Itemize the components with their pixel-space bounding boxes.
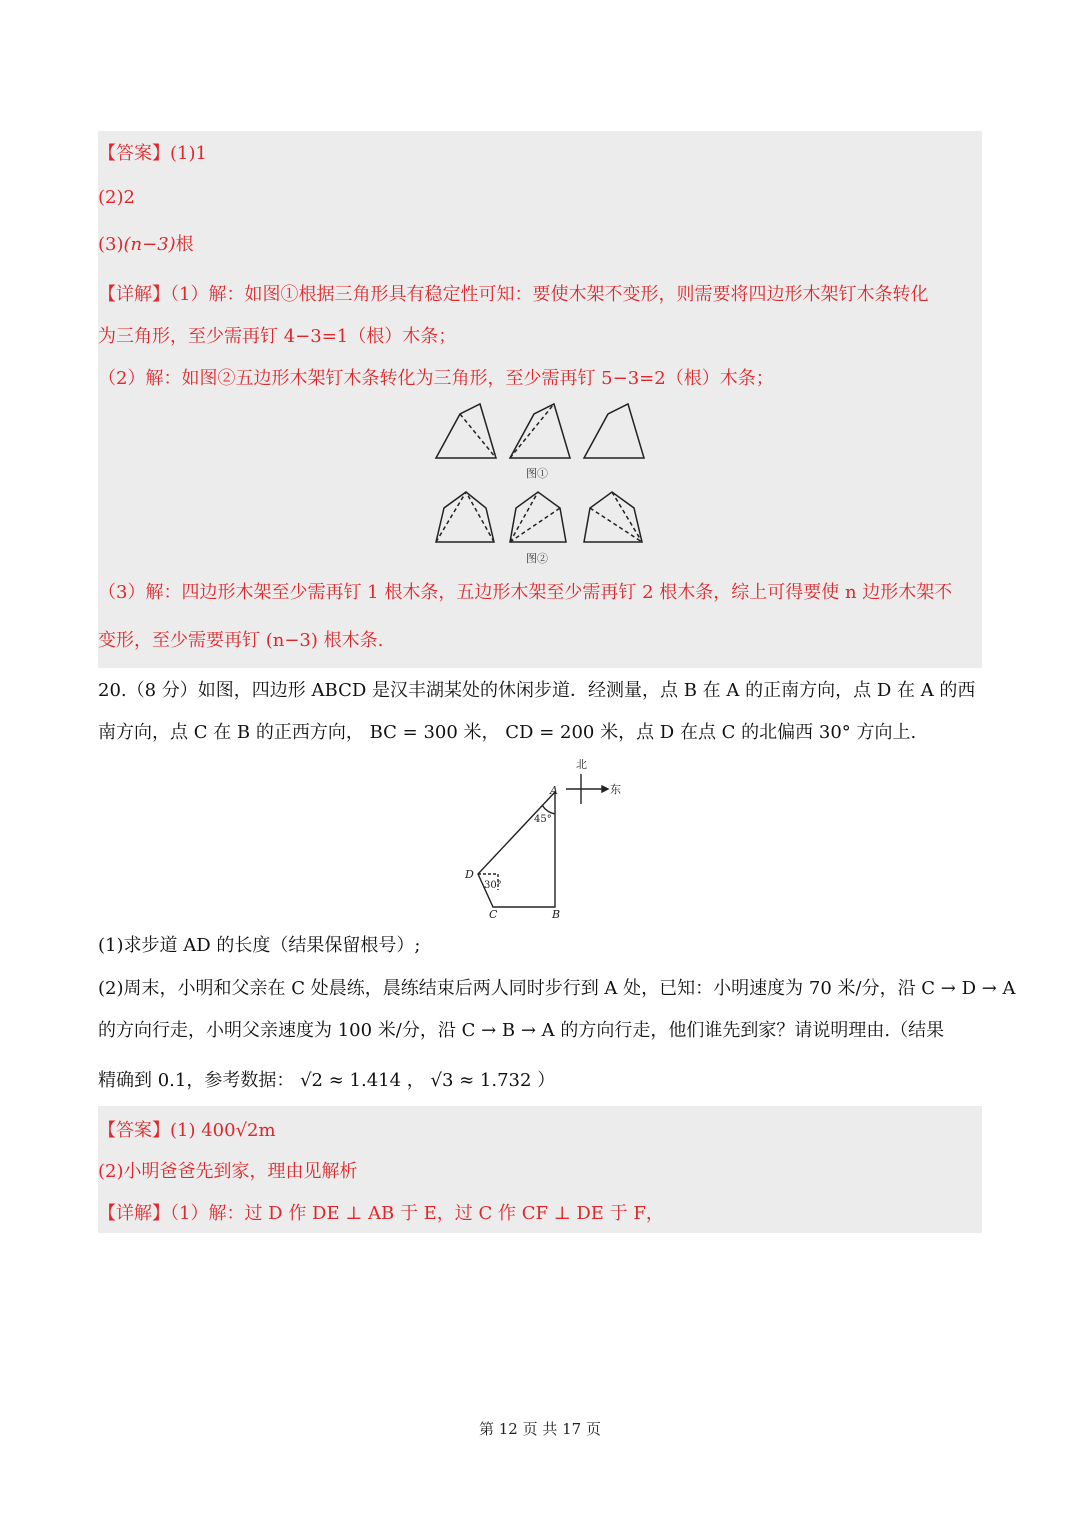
answer-3-prefix: (3) bbox=[98, 234, 124, 255]
compass-east-label: 东 bbox=[610, 783, 621, 796]
compass-north-label: 北 bbox=[576, 758, 587, 771]
pentagon-3-diag-b bbox=[612, 492, 642, 542]
quad-2 bbox=[510, 404, 570, 458]
pentagon-2-diag-b bbox=[510, 508, 560, 542]
pentagon-1 bbox=[436, 492, 494, 542]
page-footer: 第 12 页 共 17 页 bbox=[478, 1420, 601, 1438]
point-c-label: C bbox=[489, 908, 498, 921]
point-a-label: A bbox=[550, 784, 558, 797]
p20-detail-label: 【详解】 bbox=[98, 1203, 170, 1224]
detail-line-3: （2）解：如图②五边形木架钉木条转化为三角形，至少需再钉 5−3=2（根）木条； bbox=[98, 368, 774, 389]
quad-3 bbox=[584, 404, 644, 458]
answer-line-1 bbox=[98, 141, 207, 167]
point-d-label: D bbox=[465, 868, 474, 881]
east-arrow-icon bbox=[602, 786, 608, 792]
answer-3-suffix: 根 bbox=[175, 234, 194, 255]
p20-answer-label: 【答案】 bbox=[98, 1120, 170, 1141]
detail-line-1 bbox=[98, 282, 928, 308]
pentagon-1-diag-a bbox=[436, 492, 466, 542]
question-2a: (2)周末，小明和父亲在 C 处晨练，晨练结束后两人同时步行到 A 处，已知：小明速度为 70 米/分，沿 C → D → A bbox=[98, 978, 1016, 999]
figure-2-caption: 图② bbox=[526, 552, 548, 565]
p20-detail-1: （1）解：过 D 作 DE ⊥ AB 于 E，过 C 作 CF ⊥ DE 于 F， bbox=[170, 1203, 664, 1224]
question-2b: 的方向行走，小明父亲速度为 100 米/分，沿 C → B → A 的方向行走，他们谁先到家？请说明理由.（结果 bbox=[98, 1020, 945, 1041]
figure-1-caption: 图① bbox=[526, 467, 548, 480]
quad-2-diagonal bbox=[510, 404, 554, 458]
angle-30-label: 30° bbox=[484, 880, 502, 891]
question-2c: 精确到 0.1，参考数据： √2 ≈ 1.414 ， √3 ≈ 1.732 ） bbox=[98, 1070, 556, 1091]
answer-3-expr: (n−3) bbox=[123, 234, 176, 255]
detail-line-4: （3）解：四边形木架至少需再钉 1 根木条，五边形木架至少需再钉 2 根木条，综上可得要使 n 边形木架不 bbox=[98, 582, 953, 603]
angle-45-label: 45° bbox=[534, 814, 552, 825]
figure-abcd bbox=[460, 752, 630, 922]
p20-detail-line-1 bbox=[98, 1201, 664, 1227]
pentagon-3 bbox=[584, 492, 642, 542]
p20-answer-line-2: (2)小明爸爸先到家，理由见解析 bbox=[98, 1161, 358, 1182]
figure-2-pentagons bbox=[430, 488, 650, 548]
detail-line-2: 为三角形，至少需再钉 4−3=1（根）木条； bbox=[98, 326, 457, 347]
answer-line-3 bbox=[98, 232, 194, 258]
point-b-label: B bbox=[552, 908, 561, 921]
problem-20-stem-a: 20.（8 分）如图，四边形 ABCD 是汉丰湖某处的休闲步道．经测量，点 B 在 A 的正南方向，点 D 在 A 的西 bbox=[98, 680, 976, 701]
detail-line-5: 变形，至少需要再钉 (n−3) 根木条. bbox=[98, 630, 384, 651]
answer-1: (1)1 bbox=[170, 143, 207, 164]
quad-1 bbox=[436, 404, 496, 458]
p20-answer-line-1 bbox=[98, 1118, 276, 1144]
figure-1-quadrilaterals bbox=[430, 400, 650, 470]
detail-1a: （1）解：如图①根据三角形具有稳定性可知：要使木架不变形，则需要将四边形木架钉木条转化 bbox=[170, 284, 929, 305]
question-1: (1)求步道 AD 的长度（结果保留根号）; bbox=[98, 935, 421, 956]
pentagon-1-diag-b bbox=[466, 492, 494, 542]
quad-1-diagonal bbox=[460, 414, 496, 458]
pentagon-2 bbox=[510, 492, 566, 542]
detail-label: 【详解】 bbox=[98, 284, 170, 305]
answer-line-2: (2)2 bbox=[98, 187, 135, 208]
answer-label: 【答案】 bbox=[98, 143, 170, 164]
angle-45-arc bbox=[542, 805, 555, 814]
pentagon-3-diag-a bbox=[590, 508, 642, 542]
problem-20-stem-b: 南方向，点 C 在 B 的正西方向， BC = 300 米， CD = 200 米，点 D 在点 C 的北偏西 30° 方向上. bbox=[98, 722, 917, 743]
p20-answer-1: (1) 400√2m bbox=[170, 1120, 276, 1141]
